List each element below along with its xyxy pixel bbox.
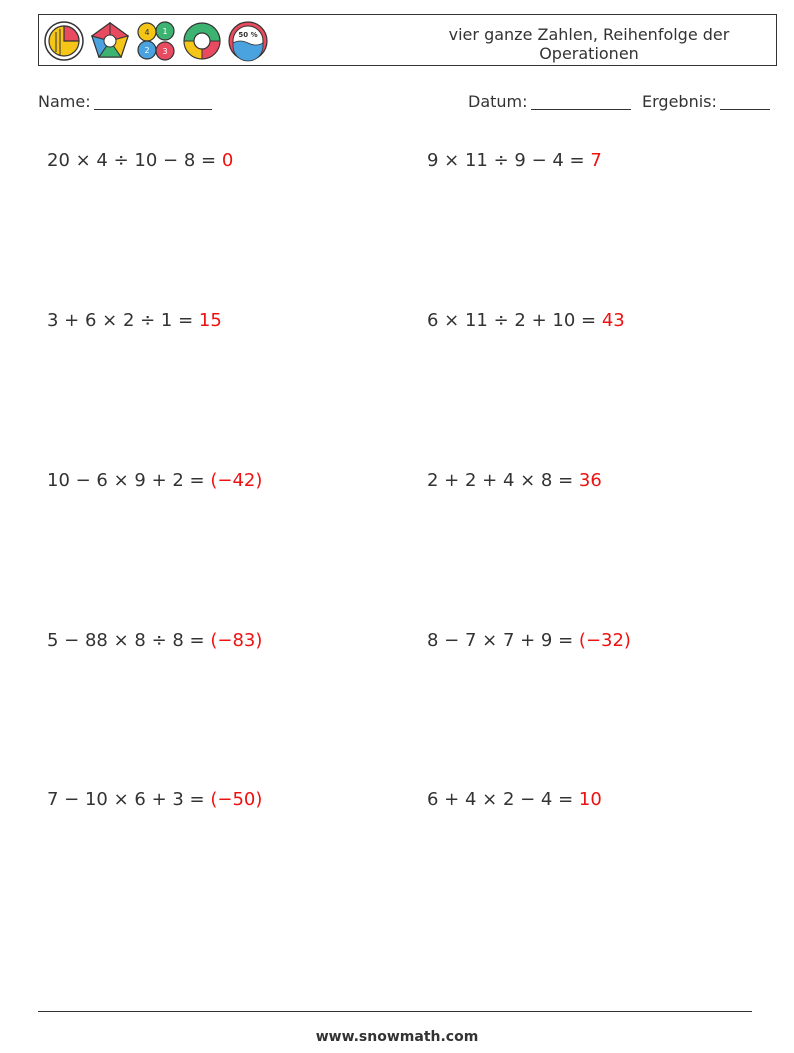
problem-expression: 8 − 7 × 7 + 9 = [427, 630, 579, 651]
problem-7 [47, 630, 262, 651]
problem-answer: (−50) [210, 789, 263, 810]
logo-strip [43, 20, 269, 62]
problem-expression: 10 − 6 × 9 + 2 = [47, 470, 211, 491]
result-field [642, 92, 770, 111]
problem-expression: 9 × 11 ÷ 9 − 4 = [427, 150, 591, 171]
problem-5 [47, 470, 262, 491]
footer-url[interactable]: www.snowmath.com [315, 1029, 479, 1045]
problem-answer: 36 [578, 470, 602, 491]
problem-expression: 2 + 2 + 4 × 8 = [427, 470, 579, 491]
name-blank[interactable] [94, 93, 212, 110]
problem-answer: 7 [590, 150, 602, 171]
date-label: Datum: [468, 92, 528, 111]
percent-label: 50 % [238, 31, 258, 39]
problem-1 [47, 150, 233, 171]
name-field [38, 92, 212, 111]
pentagon-chart-icon [89, 20, 131, 62]
number-circles-icon [135, 20, 177, 62]
problem-answer: 43 [601, 310, 625, 331]
date-field [468, 92, 631, 111]
svg-text:4: 4 [144, 28, 150, 37]
ring-chart-icon [181, 20, 223, 62]
problem-6 [427, 470, 602, 491]
problem-answer: 15 [198, 310, 222, 331]
problem-answer: (−83) [210, 630, 263, 651]
problem-3 [47, 310, 222, 331]
svg-text:2: 2 [144, 46, 150, 55]
problem-answer: 0 [221, 150, 234, 171]
name-label: Name: [38, 92, 91, 111]
problem-expression: 7 − 10 × 6 + 3 = [47, 789, 211, 810]
result-blank[interactable] [720, 93, 770, 110]
problem-expression: 6 + 4 × 2 − 4 = [427, 789, 579, 810]
problem-answer: (−32) [578, 630, 631, 651]
problem-expression: 3 + 6 × 2 ÷ 1 = [47, 310, 199, 331]
problem-8 [427, 630, 631, 651]
problem-expression: 5 − 88 × 8 ÷ 8 = [47, 630, 211, 651]
problem-expression: 20 × 4 ÷ 10 − 8 = [47, 150, 222, 171]
svg-text:1: 1 [162, 27, 168, 36]
problem-10 [427, 789, 602, 810]
worksheet-header [38, 14, 777, 66]
worksheet-title: vier ganze Zahlen, Reihenfolge der Operationen [448, 25, 730, 63]
date-blank[interactable] [531, 93, 631, 110]
problem-answer: 10 [578, 789, 602, 810]
problem-expression: 6 × 11 ÷ 2 + 10 = [427, 310, 602, 331]
problem-4 [427, 310, 625, 331]
footer-divider [38, 1011, 752, 1012]
percent-circle-icon [227, 20, 269, 62]
svg-text:3: 3 [162, 47, 168, 56]
problem-answer: (−42) [210, 470, 263, 491]
pie-chart-icon [43, 20, 85, 62]
problem-9 [47, 789, 262, 810]
result-label: Ergebnis: [642, 92, 717, 111]
problem-2 [427, 150, 602, 171]
